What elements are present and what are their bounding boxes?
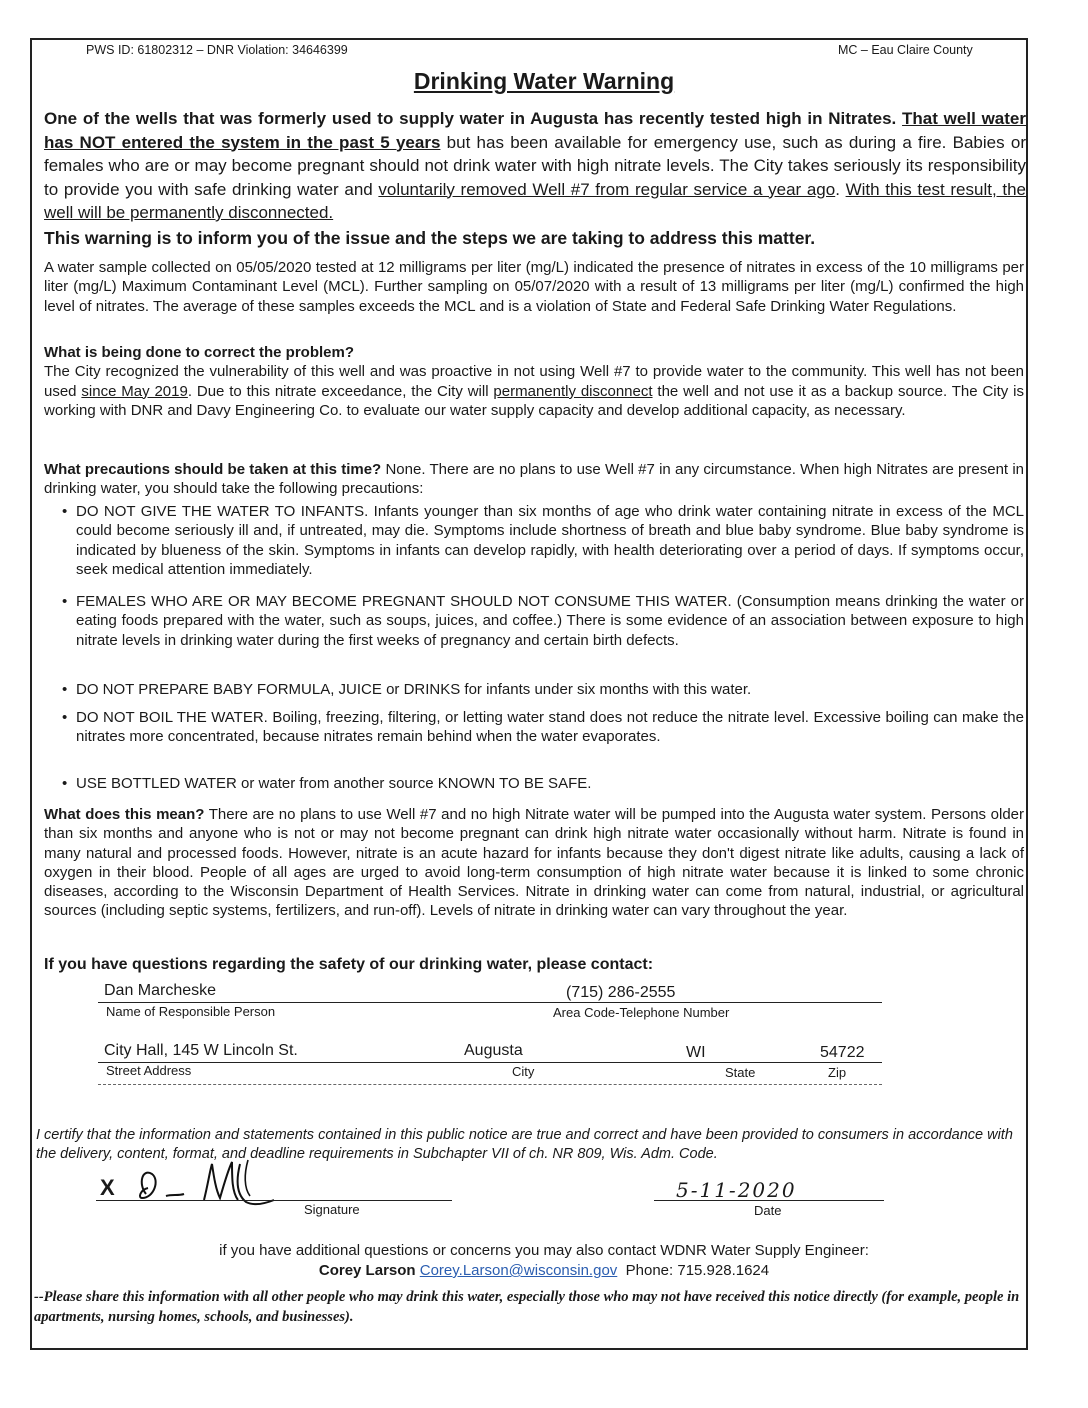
signature-label: Signature	[304, 1202, 360, 1217]
correct-text-2: . Due to this nitrate exceedance, the City will	[187, 382, 494, 400]
zip-value: 54722	[820, 1044, 865, 1061]
county-label: MC – Eau Claire County	[838, 43, 973, 57]
lead-emphasis: That well water has NOT entered the system in the past 5 years	[44, 109, 1026, 152]
lead-body: but has been available for emergency use, such as during a fire. Babies or females who are or may become pregnant should not drink water with high nitrate levels. The City takes seriously its responsibility to provide you with safe drinking water and	[44, 132, 1026, 199]
certification-text: I certify that the information and statements contained in this public notice are true and correct and have been provided to consumers in accordance with the delivery, content, format, and deadline requirements in Subchapter VII of ch. NR 809, Wis. Adm. Code.	[36, 1127, 1013, 1162]
share-note: --Please share this information with all other people who may drink this water, especially those who may not have received this notice directly (for example, people in apartments, nursing homes, schools, and businesses).	[34, 1289, 1020, 1325]
precaution-item: • DO NOT BOIL THE WATER. Boiling, freezing, filtering, or letting water stand does not reduce the nitrate level. Excessive boiling can make the nitrates more concentrated, because nitrates remain behind when the water evaporates.	[62, 709, 1024, 746]
correct-section	[44, 343, 1024, 420]
engineer-phone: Phone: 715.928.1624	[625, 1262, 770, 1279]
since-date: since May 2019	[81, 382, 188, 400]
signature-image	[128, 1154, 318, 1212]
lead-disconnect: With this test result, the well will be permanently disconnected.	[44, 179, 1026, 222]
engineer-intro: if you have additional questions or concerns you may also contact WDNR Water Supply Engineer:	[219, 1242, 869, 1259]
correct-text: The City recognized the vulnerability of this well and was proactive in not using Well #7 to provide water to the community. This well has not been used	[44, 363, 1024, 400]
meaning-section	[44, 805, 1024, 921]
precaution-text: DO NOT PREPARE BABY FORMULA, JUICE or DRINKS for infants under six months with this water.	[76, 681, 752, 698]
date-value: 5-11-2020	[676, 1178, 797, 1202]
field-underline	[98, 1002, 882, 1003]
lead-sep: .	[835, 179, 846, 199]
engineer-email-link[interactable]: Corey.Larson@wisconsin.gov	[419, 1262, 618, 1279]
precaution-text: FEMALES WHO ARE OR MAY BECOME PREGNANT SHOULD NOT CONSUME THIS WATER. (Consumption means drinking the water or eating foods prepared with the water, such as soups, juices, and coffee.) There is some evidence of an association between exposure to high nitrate levels in drinking water during the first weeks of pregnancy and certain birth defects.	[76, 593, 1024, 649]
precautions-intro	[44, 460, 1024, 499]
pws-id: PWS ID: 61802312 – DNR Violation: 34646399	[86, 43, 348, 57]
phone-number: (715) 286-2555	[566, 984, 676, 1001]
precautions-intro-text: None. There are no plans to use Well #7 in any circumstance. When high Nitrates are present in drinking water, you should take the following precautions:	[44, 461, 1024, 498]
precaution-item: • DO NOT GIVE THE WATER TO INFANTS. Infants younger than six months of age who drink water containing nitrate in excess of the MCL could become seriously ill and, if untreated, may die. Symptoms include shortness of breath and blue baby syndrome. Blue baby syndrome is indicated by blueness of the skin. Symptoms in infants can develop rapidly, with health deteriorating over a period of days. If symptoms occur, seek medical attention immediately.	[62, 503, 1024, 578]
lead-sentence: One of the wells that was formerly used to supply water in Augusta has recently tested high in Nitrates.	[44, 109, 897, 128]
separator-line	[98, 1084, 882, 1085]
sample-paragraph: A water sample collected on 05/05/2020 tested at 12 milligrams per liter (mg/L) indicated the presence of nitrates in excess of the 10 milligrams per liter (mg/L) Maximum Contaminant Level (MCL). Further sampling on 05/07/2020 with a result of 13 milligrams per liter (mg/L) confirmed the high level of nitrates. The average of these samples exceeds the MCL and is a violation of State and Federal Safe Drinking Water Regulations.	[44, 259, 1024, 315]
field-underline	[98, 1062, 882, 1063]
responsible-name: Dan Marcheske	[104, 982, 217, 999]
precaution-item: • FEMALES WHO ARE OR MAY BECOME PREGNANT SHOULD NOT CONSUME THIS WATER. (Consumption means drinking the water or eating foods prepared with the water, such as soups, juices, and coffee.) There is some evidence of an association between exposure to high nitrate levels in drinking water during the first weeks of pregnancy and certain birth defects.	[62, 593, 1024, 649]
correct-heading: What is being done to correct the problem?	[44, 344, 355, 361]
street-label: Street Address	[106, 1063, 192, 1078]
page-title: Drinking Water Warning	[413, 68, 675, 94]
city-value: Augusta	[464, 1042, 523, 1059]
zip-label: Zip	[828, 1065, 847, 1080]
disconnect-text: permanently disconnect	[493, 382, 653, 400]
lead-removed: voluntarily removed Well #7 from regular service a year ago	[378, 179, 836, 199]
correct-text-3: the well and not use it as a backup source. The City is working with DNR and Davy Engineering Co. to evaluate our water supply capacity and develop additional capacity, as necessary.	[44, 382, 1024, 419]
x-mark: X	[100, 1175, 115, 1200]
precaution-text: USE BOTTLED WATER or water from another source KNOWN TO BE SAFE.	[76, 775, 592, 792]
warning-subheading: This warning is to inform you of the issue and the steps we are taking to address this matter.	[44, 228, 816, 248]
precaution-text: DO NOT GIVE THE WATER TO INFANTS. Infants younger than six months of age who drink water containing nitrate in excess of the MCL could become seriously ill and, if untreated, may die. Symptoms include shortness of breath and blue baby syndrome. Blue baby syndrome is indicated by blueness of the skin. Symptoms in infants can develop rapidly, with health deteriorating over a period of days. If symptoms occur, seek medical attention immediately.	[76, 503, 1024, 578]
state-label: State	[725, 1065, 756, 1080]
precautions-heading: What precautions should be taken at this time?	[44, 461, 382, 478]
contact-heading: If you have questions regarding the safety of our drinking water, please contact:	[44, 956, 654, 973]
lead-paragraph	[44, 107, 1026, 225]
name-label: Name of Responsible Person	[106, 1004, 276, 1019]
state-value: WI	[686, 1044, 706, 1061]
engineer-name: Corey Larson	[318, 1262, 416, 1279]
date-line	[654, 1200, 884, 1201]
meaning-text: There are no plans to use Well #7 and no high Nitrate water will be pumped into the Augusta water system. Persons older than six months and anyone who is not or may not become pregnant can drink high nitrate water occasionally without harm. Nitrate is found in many natural and processed foods. However, nitrate is an acute hazard for infants because they don't digest nitrate like adults, causing a lack of oxygen in their blood. People of all ages are urged to avoid long-term consumption of high nitrate water because it is linked to some chronic diseases, according to the Wisconsin Department of Health Services. Nitrate in drinking water can come from natural, industrial, or agricultural sources (including septic systems, fertilizers, and run-off). Levels of nitrate in drinking water can vary throughout the year.	[44, 806, 1024, 920]
precaution-item: • USE BOTTLED WATER or water from another source KNOWN TO BE SAFE.	[62, 775, 592, 792]
street-address: City Hall, 145 W Lincoln St.	[104, 1042, 298, 1059]
precaution-item: • DO NOT PREPARE BABY FORMULA, JUICE or DRINKS for infants under six months with this water.	[62, 681, 752, 698]
phone-label: Area Code-Telephone Number	[553, 1005, 730, 1020]
precaution-text: DO NOT BOIL THE WATER. Boiling, freezing, filtering, or letting water stand does not reduce the nitrate level. Excessive boiling can make the nitrates more concentrated, because nitrates remain behind when the water evaporates.	[76, 709, 1024, 746]
meaning-heading: What does this mean?	[44, 806, 205, 823]
city-label: City	[512, 1064, 535, 1079]
signature-line	[96, 1200, 452, 1201]
date-label: Date	[754, 1203, 782, 1218]
engineer-contact	[0, 1262, 1088, 1279]
